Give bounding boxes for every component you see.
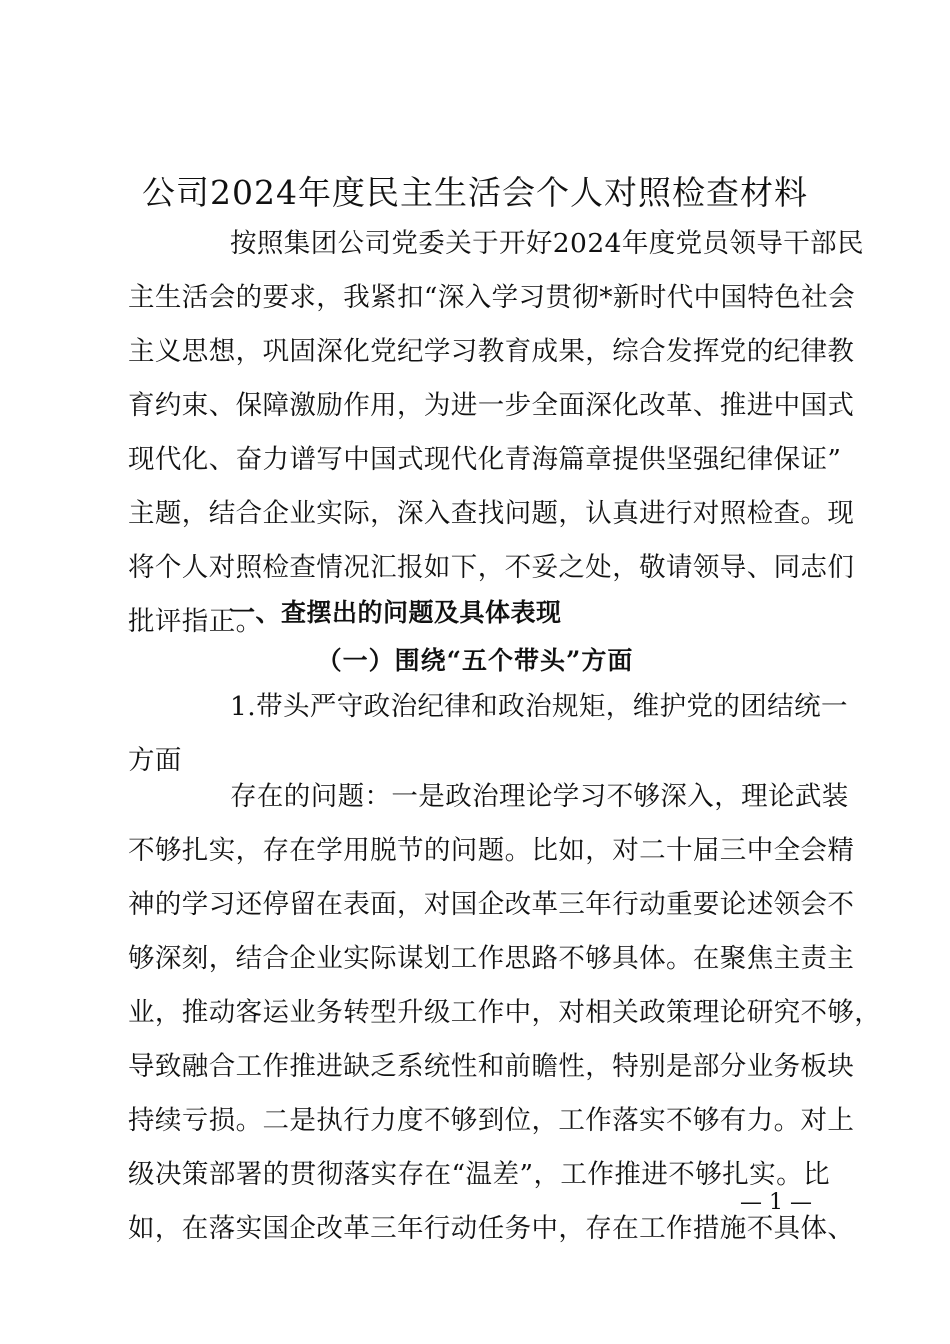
paragraph-line: 存在的问题：一是政治理论学习不够深入，理论武装 [230,781,849,812]
paragraph-line: 育约束、保障激励作用，为进一步全面深化改革、推进中国式 [128,390,855,421]
paragraph-line: 神的学习还停留在表面，对国企改革三年行动重要论述领会不 [128,889,855,920]
paragraph-line: 1.带头严守政治纪律和政治规矩，维护党的团结统一 [230,691,848,722]
paragraph-line: 级决策部署的贯彻落实存在“温差”，工作推进不够扎实。比 [128,1159,830,1190]
paragraph-line: 主生活会的要求，我紧扣“深入学习贯彻*新时代中国特色社会 [128,282,855,313]
paragraph-line: 主义思想，巩固深化党纪学习教育成果，综合发挥党的纪律教 [128,336,855,367]
paragraph-line: 不够扎实，存在学用脱节的问题。比如，对二十届三中全会精 [128,835,855,866]
paragraph-line: 现代化、奋力谱写中国式现代化青海篇章提供坚强纪律保证” [128,444,842,475]
paragraph-line: 方面 [128,745,182,776]
subsection-heading: （一）围绕“五个带头”方面 [316,646,634,675]
paragraph-line: 将个人对照检查情况汇报如下，不妥之处，敬请领导、同志们 [128,552,855,583]
paragraph-line: 业，推动客运业务转型升级工作中，对相关政策理论研究不够， [128,997,882,1028]
paragraph-line: 导致融合工作推进缺乏系统性和前瞻性，特别是部分业务板块 [128,1051,855,1082]
paragraph-line: 按照集团公司党委关于开好2024年度党员领导干部民 [230,228,864,259]
page-number: — 1 — [740,1190,812,1215]
document-title: 公司2024年度民主生活会个人对照检查材料 [142,173,808,212]
issue-paragraph [128,770,882,1256]
paragraph-line: 持续亏损。二是执行力度不够到位，工作落实不够有力。对上 [128,1105,855,1136]
section-heading: 一、查摆出的问题及具体表现 [230,598,562,627]
paragraph-line: 够深刻，结合企业实际谋划工作思路不够具体。在聚焦主责主 [128,943,855,974]
paragraph-line: 主题，结合企业实际，深入查找问题，认真进行对照检查。现 [128,498,855,529]
paragraph-line: 批评指正。 [128,606,263,637]
intro-paragraph [128,217,864,649]
paragraph-line: 如，在落实国企改革三年行动任务中，存在工作措施不具体、 [128,1213,855,1244]
